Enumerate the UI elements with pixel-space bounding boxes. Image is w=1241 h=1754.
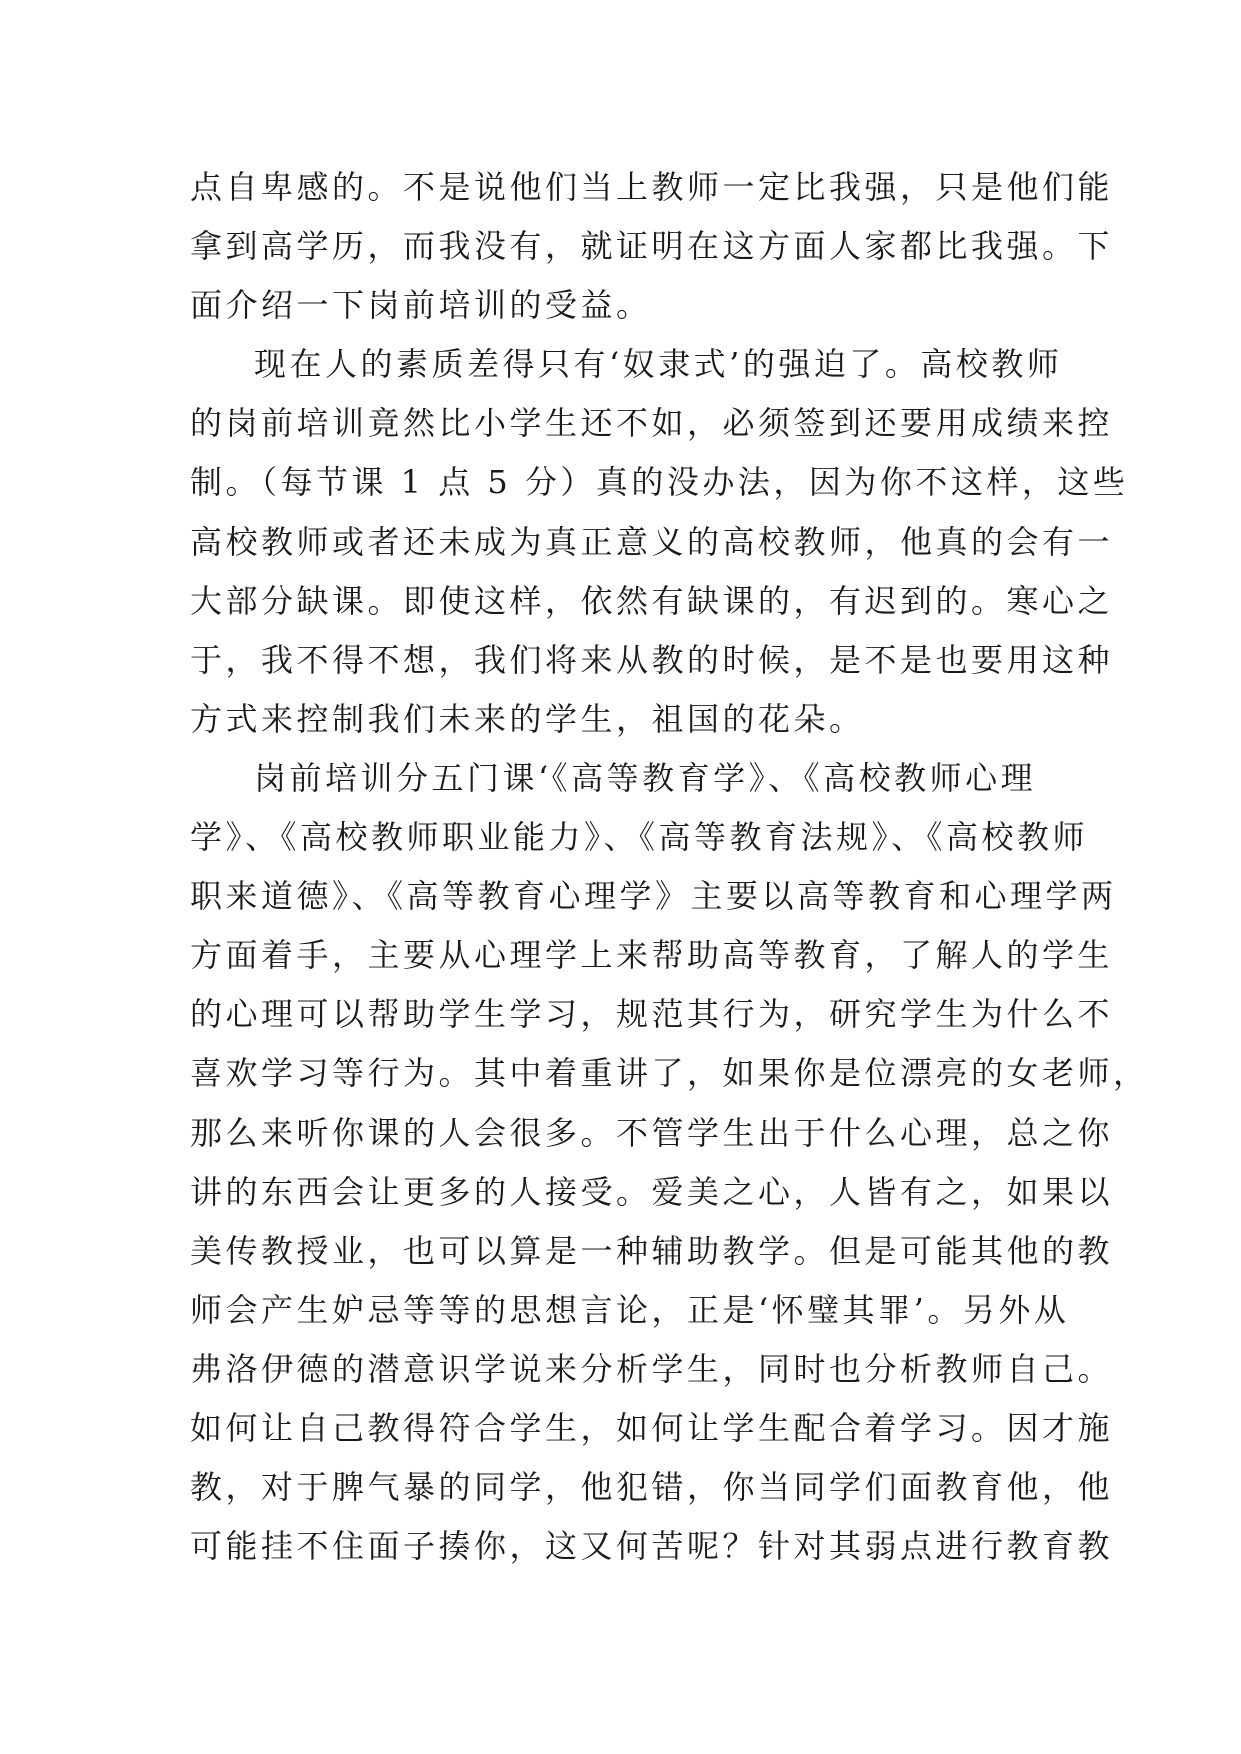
- text-line: 职来道德》、《高等教育心理学》主要以高等教育和心理学两: [190, 877, 1117, 916]
- text-line: 制。（每节课 1 点 5 分）真的没办法，因为你不这样，这些: [190, 463, 1129, 502]
- document-page: [190, 158, 1149, 1576]
- text-line: 拿到高学历，而我没有，就证明在这方面人家都比我强。下: [190, 227, 1114, 266]
- text-line: 点自卑感的。不是说他们当上教师一定比我强，只是他们能: [190, 168, 1114, 206]
- text-line: 高校教师或者还未成为真正意义的高校教师，他真的会有一: [190, 522, 1114, 561]
- text-line: 方面着手，主要从心理学上来帮助高等教育，了解人的学生: [190, 936, 1114, 975]
- text-line: 那么来听你课的人会很多。不管学生出于什么心理，总之你: [190, 1113, 1114, 1152]
- text-line: 大部分缺课。即使这样，依然有缺课的，有迟到的。寒心之: [190, 581, 1114, 620]
- text-line: 的心理可以帮助学生学习，规范其行为，研究学生为什么不: [190, 995, 1114, 1034]
- text-line: 可能挂不住面子揍你，这又何苦呢？针对其弱点进行教育教: [190, 1527, 1114, 1566]
- text-line: 喜欢学习等行为。其中着重讲了，如果你是位漂亮的女老师，: [190, 1054, 1149, 1093]
- text-line: 面介绍一下岗前培训的受益。: [190, 286, 652, 325]
- paragraph-3: [190, 749, 1149, 1576]
- text-line: 美传教授业，也可以算是一种辅助教学。但是可能其他的教: [190, 1231, 1114, 1270]
- text-line: 如何让自己教得符合学生，如何让学生配合着学习。因才施: [190, 1408, 1114, 1447]
- text-line: 讲的东西会让更多的人接受。爱美之心，人皆有之，如果以: [190, 1172, 1114, 1211]
- paragraph-2: [190, 335, 1129, 749]
- text-line: 弗洛伊德的潜意识学说来分析学生，同时也分析教师自己。: [190, 1349, 1114, 1388]
- text-line: 岗前培训分五门课‘《高等教育学》、《高校教师心理: [254, 758, 1037, 797]
- text-line: 现在人的素质差得只有‘奴隶式’的强迫了。高校教师: [254, 345, 1063, 384]
- text-line: 的岗前培训竟然比小学生还不如，必须签到还要用成绩来控: [190, 404, 1114, 443]
- text-line: 教，对于脾气暴的同学，他犯错，你当同学们面教育他，他: [190, 1468, 1114, 1507]
- text-line: 学》、《高校教师职业能力》、《高等教育法规》、《高校教师: [190, 818, 1089, 857]
- text-line: 方式来控制我们未来的学生，祖国的花朵。: [190, 699, 865, 738]
- text-line: 于，我不得不想，我们将来从教的时候，是不是也要用这种: [190, 640, 1114, 679]
- text-line: 师会产生妒忌等等的思想言论，正是‘怀璧其罪’。另外从: [190, 1290, 1070, 1329]
- paragraph-1: [190, 158, 1114, 335]
